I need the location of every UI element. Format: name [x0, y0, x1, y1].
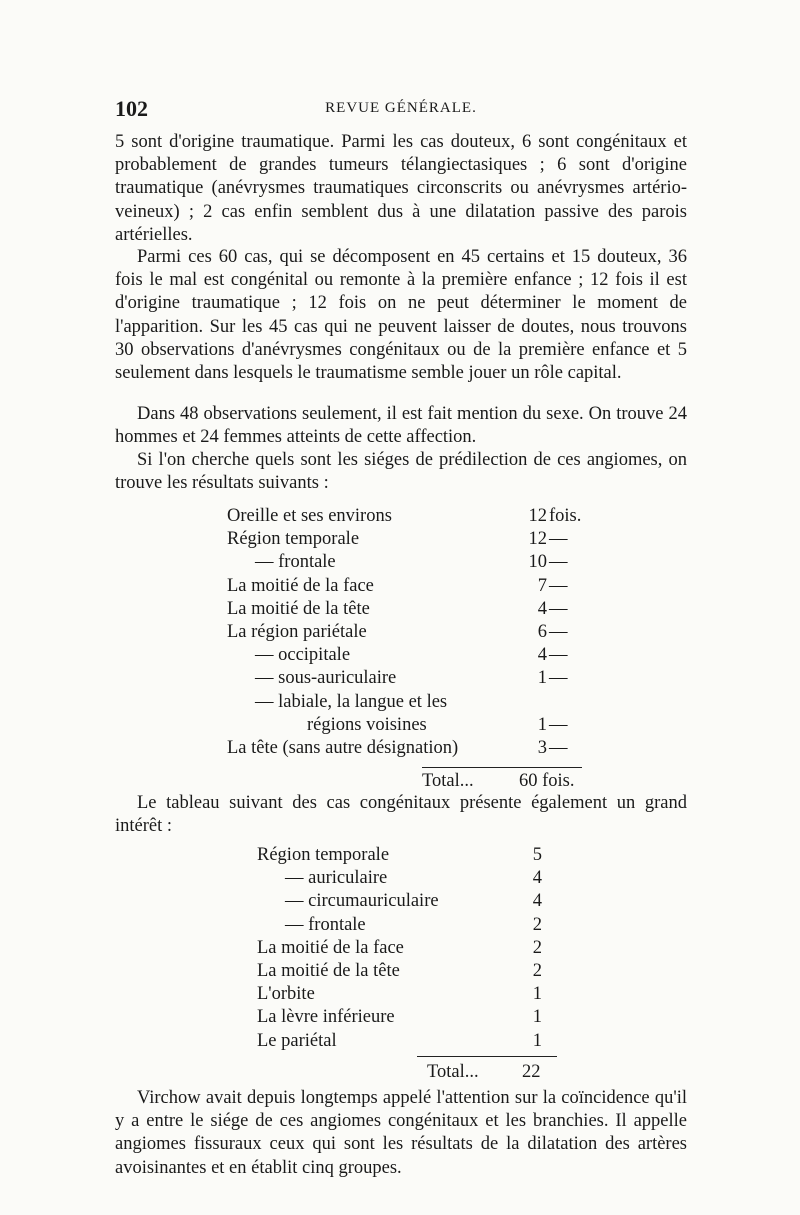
row-value: 6 [537, 621, 547, 642]
table-row [227, 528, 587, 551]
table-row [257, 937, 557, 960]
row-value: 12 [528, 529, 547, 550]
congenital-table [257, 844, 557, 1084]
row-value: 10 [528, 552, 547, 573]
table-row [227, 575, 587, 598]
paragraph-5: Le tableau suivant des cas congénitaux présente également un grand intérêt : [115, 793, 687, 837]
row-label: L'orbite [257, 984, 315, 1005]
row-value: 12 [528, 506, 547, 526]
total-label: Total... [427, 1061, 479, 1082]
row-label: La tête (sans autre désignation) [227, 737, 459, 758]
row-value: 4 [532, 868, 542, 889]
row-value: 1 [532, 1007, 542, 1028]
row-label: Le pariétal [257, 1030, 337, 1051]
page-header [115, 96, 687, 124]
table-row [257, 914, 557, 937]
paragraph-6: Virchow avait depuis longtemps appelé l'attention sur la coïncidence qu'il y a entre le siége de ces angiomes congénitaux et les branchies. Il appelle angiomes fissuraux ceux qui sont les résultats de la dilatation des artères avoisinantes et en établit cinq groupes. [115, 1088, 687, 1178]
table-row [227, 644, 587, 667]
row-value: 1 [537, 714, 547, 735]
row-label: Oreille et ses environs [227, 506, 392, 526]
paragraph-4: Si l'on cherche quels sont les siéges de prédilection de ces angiomes, on trouve les résultats suivants : [115, 450, 687, 494]
total-row [257, 1061, 557, 1084]
paragraph-3: Dans 48 observations seulement, il est fait mention du sexe. On trouve 24 hommes et 24 femmes atteints de cette affection. [115, 404, 687, 448]
total-rule [417, 1056, 557, 1057]
table-row [257, 890, 557, 913]
row-unit: — [549, 529, 568, 550]
row-value: 3 [537, 737, 547, 758]
table-row [227, 598, 587, 621]
row-unit: — [549, 737, 568, 758]
table-row [227, 505, 587, 528]
row-value: 2 [532, 937, 542, 958]
row-unit: — [549, 552, 568, 573]
total-row [227, 770, 587, 793]
row-unit: — [549, 598, 568, 619]
table-row [227, 737, 587, 760]
row-value: 4 [532, 891, 542, 912]
row-unit: — [549, 714, 568, 735]
table-row [227, 621, 587, 644]
row-label: La moitié de la face [227, 575, 374, 596]
row-value: 4 [537, 598, 547, 619]
total-rule [422, 767, 582, 768]
row-label: régions voisines [307, 714, 427, 735]
row-unit: — [549, 668, 568, 689]
table-row [227, 691, 587, 714]
row-value: 5 [532, 845, 542, 865]
row-value: 2 [532, 914, 542, 935]
paragraph-1: 5 sont d'origine traumatique. Parmi les cas douteux, 6 sont congénitaux et probablement de grandes tumeurs télangiectasiques ; 6 sont d'origine traumatique (anévrysmes traumatiques circonscrits ou anévrysmes artério-veineux) ; 2 cas enfin semblent dus à une dilatation passive des parois artérielles. [115, 132, 687, 245]
row-unit: fois. [549, 506, 582, 526]
row-label: — auriculaire [285, 868, 388, 889]
row-value: 7 [537, 575, 547, 596]
sites-table [227, 505, 587, 793]
total-label: Total... [422, 771, 474, 792]
row-unit: — [549, 621, 568, 642]
page-number: 102 [115, 96, 148, 121]
total-value: 22 [522, 1061, 541, 1082]
row-label: — occipitale [255, 645, 351, 666]
row-label: La moitié de la tête [257, 960, 400, 981]
paragraph-2: Parmi ces 60 cas, qui se décomposent en 45 certains et 15 douteux, 36 fois le mal est congénital ou remonte à la première enfance ; 12 fois il est d'origine traumatique ; 12 fois on ne peut déterminer le moment de l'apparition. Sur les 45 cas qui ne peuvent laisser de doutes, nous trouvons 30 observations d'anévrysmes congénitaux ou de la première enfance et 5 seulement dans lesquels le traumatisme semble jouer un rôle capital. [115, 247, 687, 384]
table-row [227, 551, 587, 574]
table-row [257, 983, 557, 1006]
table-row [257, 960, 557, 983]
row-label: La lèvre inférieure [257, 1007, 395, 1028]
table-row [257, 1030, 557, 1053]
row-value: 4 [537, 645, 547, 666]
row-label: Région temporale [257, 845, 390, 865]
row-label: — frontale [255, 552, 336, 573]
table-row [227, 667, 587, 690]
running-title: REVUE GÉNÉRALE. [325, 100, 477, 116]
row-label: — sous-auriculaire [255, 668, 397, 689]
row-label: — frontale [285, 914, 366, 935]
row-unit: — [549, 645, 568, 666]
table-row [257, 844, 557, 867]
total-value: 60 fois. [519, 771, 575, 792]
row-value: 1 [532, 984, 542, 1005]
row-label: — circumauriculaire [285, 891, 439, 912]
row-unit: — [549, 575, 568, 596]
table-row [257, 867, 557, 890]
table-row [227, 714, 587, 737]
row-value: 1 [532, 1030, 542, 1051]
table-row [257, 1006, 557, 1029]
row-label: Région temporale [227, 529, 360, 550]
row-label: — labiale, la langue et les [255, 691, 448, 712]
row-label: La moitié de la face [257, 937, 404, 958]
row-label: La moitié de la tête [227, 598, 370, 619]
row-value: 1 [537, 668, 547, 689]
row-value: 2 [532, 960, 542, 981]
row-label: La région pariétale [227, 621, 367, 642]
